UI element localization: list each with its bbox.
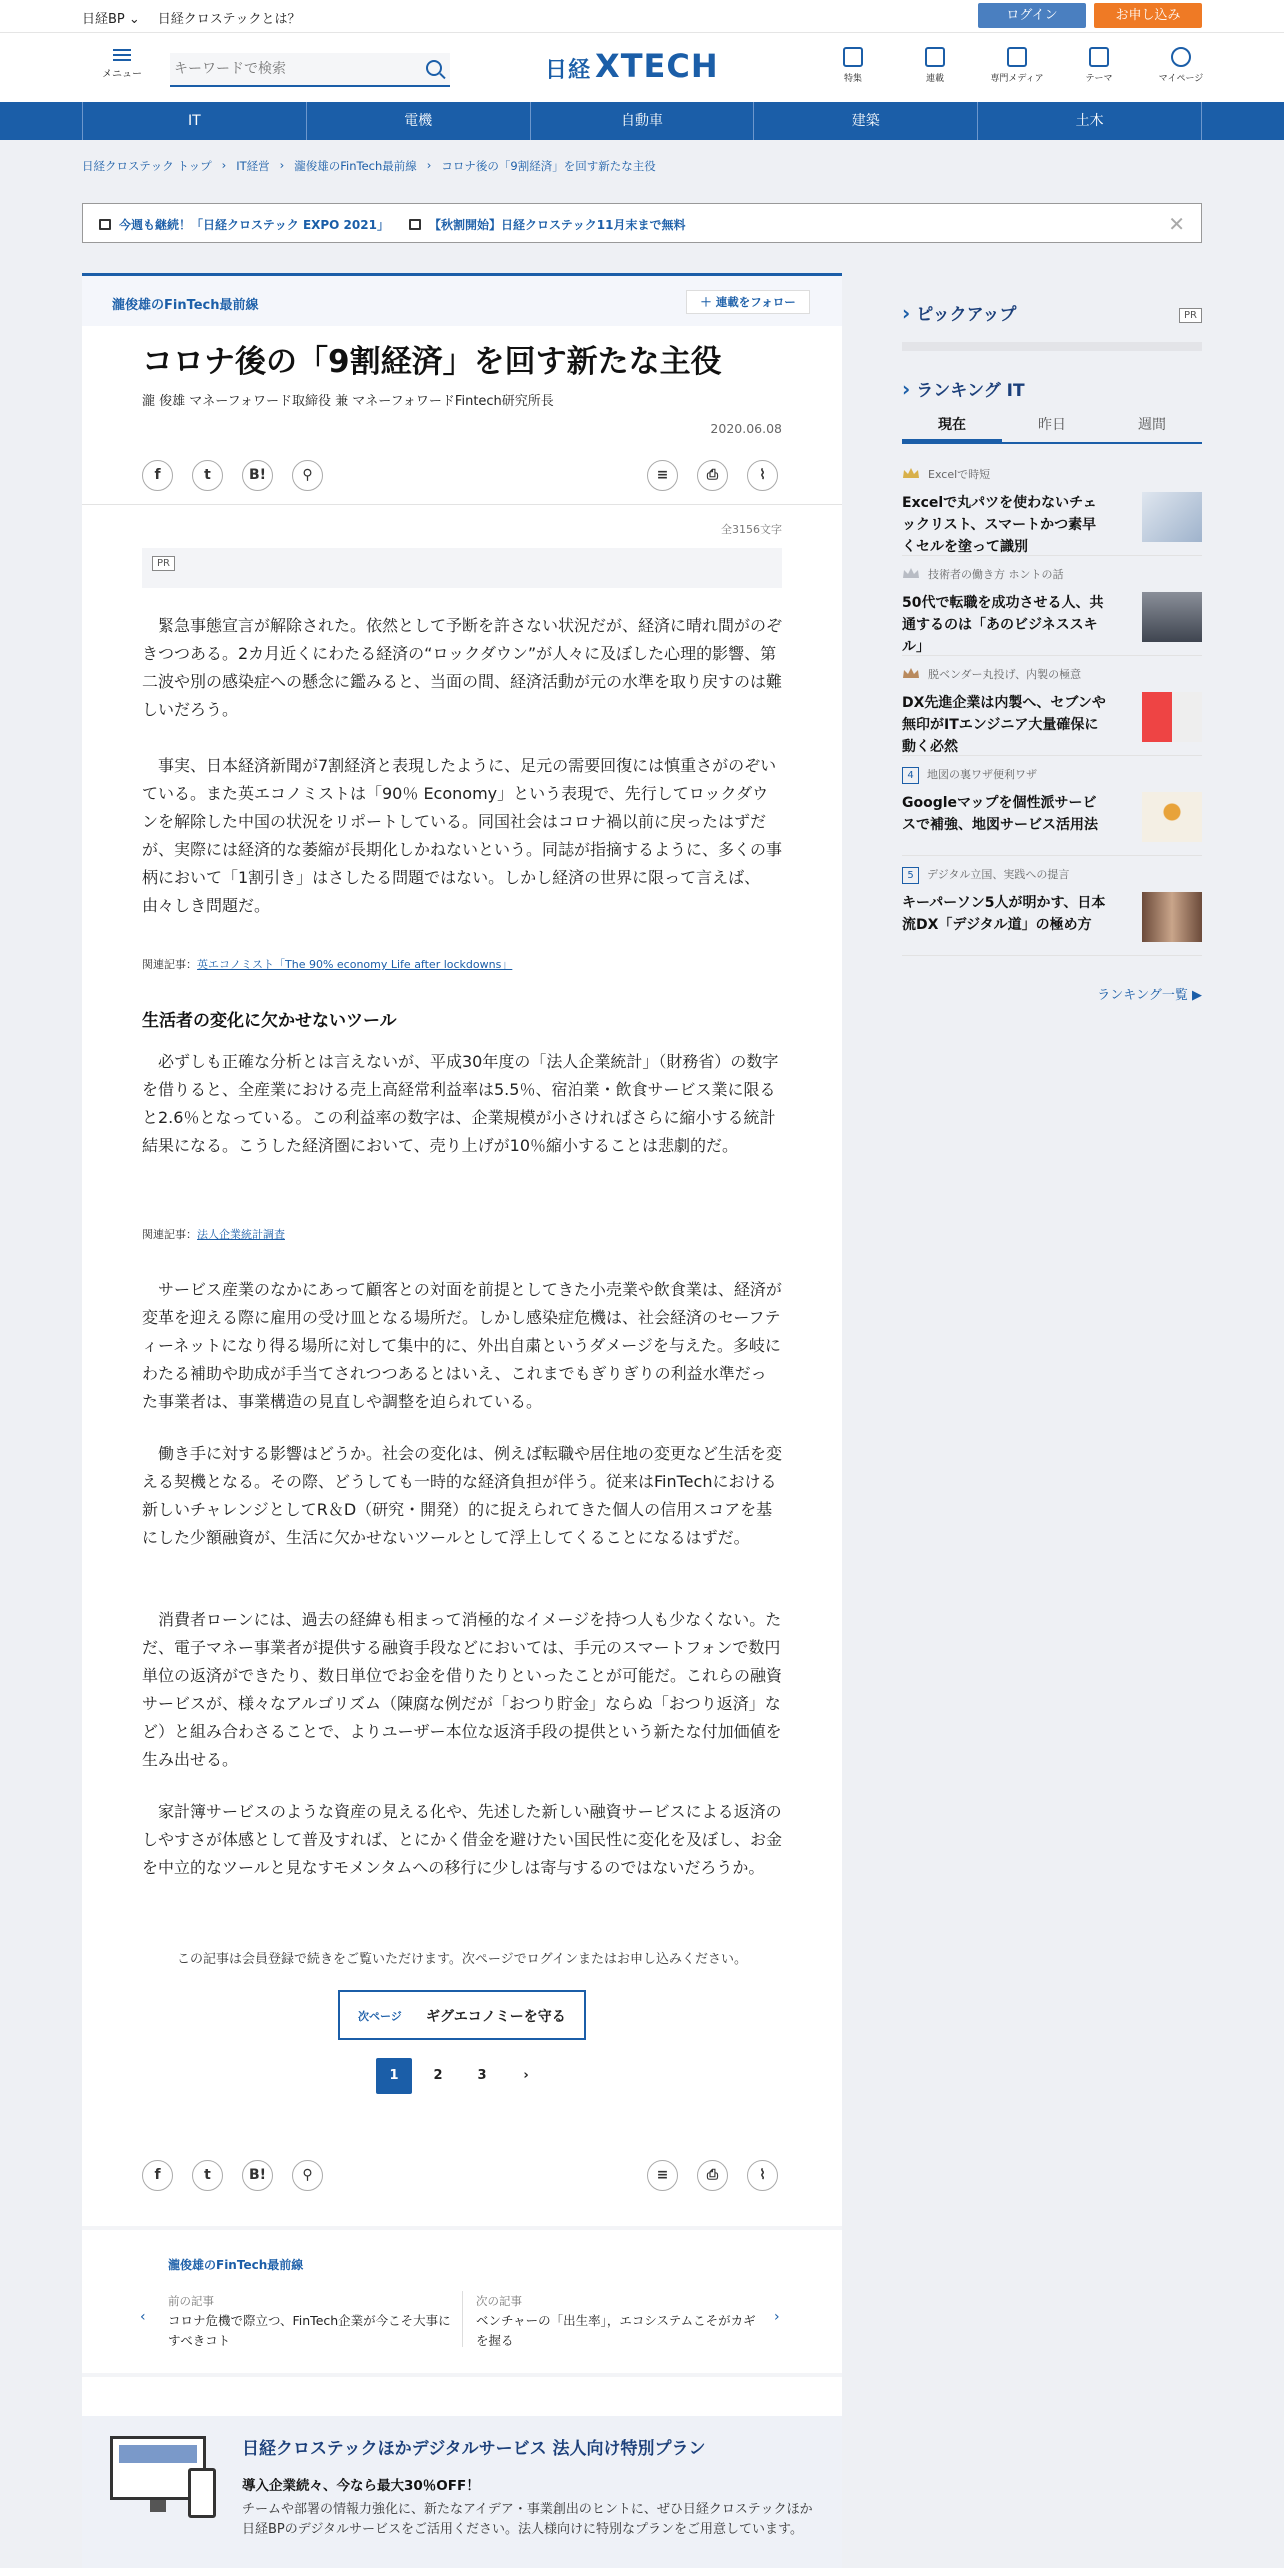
hatena-icon[interactable]: B! xyxy=(242,2160,273,2191)
nav-feature[interactable] xyxy=(812,47,894,84)
next-article-link[interactable] xyxy=(476,2291,766,2351)
cat-automotive[interactable]: 自動車 xyxy=(530,102,754,140)
nav-series[interactable] xyxy=(894,47,976,84)
ranking-title: Excelで丸パツを使わないチェックリスト、スマートかつ素早くセルを塗って識別 xyxy=(902,495,1097,555)
share-bar-bottom xyxy=(142,2160,782,2194)
user-icon xyxy=(1171,47,1191,67)
theme-icon xyxy=(1089,47,1109,67)
tab-now[interactable]: 現在 xyxy=(902,408,1002,442)
series-footer-name[interactable]: 瀧俊雄のFinTech最前線 xyxy=(168,2258,304,2272)
top-strip xyxy=(0,0,1284,32)
cat-architecture[interactable]: 建築 xyxy=(753,102,977,140)
logo-main: XTECH xyxy=(595,47,719,85)
chevron-right-icon: › xyxy=(279,158,285,172)
next-article-title: ベンチャーの「出生率」，エコシステムこそがカギを握る xyxy=(476,2313,756,2348)
paragraph: サービス産業のなかにあって顧客との対面を前提としてきた小売業や飲食業は、経済が変革を迎える際に雇用の受け皿となる場所だ。しかし感染症危機は、社会経済のセーフティーネットになり得る場所に対して集中的に、外出自粛というダメージを与えた。多岐にわたる補助や助成が手当てされつつあるとはいえ、これまでもぎりぎりの利益水準だった事業者は、事業構造の見直しや調整を迫られている。 xyxy=(142,1280,782,1411)
pickup-heading: › ピックアップ xyxy=(902,300,1016,325)
about-link[interactable]: 日経クロステックとは？ xyxy=(157,12,301,27)
close-icon[interactable]: ✕ xyxy=(1168,212,1185,236)
member-note: この記事は会員登録で続きをご覧いただけます。次ページでログインまたはお申し込みください。 xyxy=(176,1952,748,1967)
search-box xyxy=(170,53,450,87)
next-page-button[interactable] xyxy=(338,1990,586,2040)
ranking-tag xyxy=(902,466,990,482)
plan-title[interactable]: 日経クロステックほかデジタルサービス 法人向け特別プラン xyxy=(242,2439,706,2459)
ranking-thumbnail xyxy=(1142,892,1202,942)
paragraph: 緊急事態宣言が解除された。依然として予断を許さない状況だが、経済に晴れ間がのぞきつつある。2カ月近くにわたる経済の“ロックダウン”が人々に及ぼした心理的影響、第二波や別の感染症への懸念に鑑みると、当面の間、経済活動が元の水準を取り戻すのは難しいだろう。 xyxy=(142,616,783,719)
section-heading: 生活者の変化に欠かせないツール xyxy=(142,1011,397,1031)
corporate-plan-promo[interactable] xyxy=(82,2416,842,2568)
flag-icon xyxy=(409,219,421,230)
char-count: 全3156文字 xyxy=(721,523,782,536)
paragraph: 家計簿サービスのような資産の見える化や、先述した新しい融資サービスによる返済のしやすさが体感として普及すれば、とにかく借金を避けたい国民性に変化を及ぼし、お金を中立的なツールと見なすモメンタムへの移行に少しは寄与するのではないだろうか。 xyxy=(142,1802,783,1877)
related-link-stats[interactable]: 法人企業統計調査 xyxy=(197,1228,285,1241)
ranking-thumbnail xyxy=(1142,592,1202,642)
series-icon xyxy=(925,47,945,67)
prev-article-link[interactable] xyxy=(168,2291,458,2351)
next-article-label: 次の記事 xyxy=(476,2294,522,2308)
notice-item-expo[interactable] xyxy=(99,216,389,233)
tab-weekly[interactable]: 週間 xyxy=(1138,417,1166,433)
ranking-title: 50代で転職を成功させる人、共通するのは「あのビジネススキル」 xyxy=(902,595,1104,655)
paragraph: 必ずしも正確な分析とは言えないが、平成30年度の「法人企業統計」（財務省）の数字を借りると、全産業における売上高経常利益率は5.5％、宿泊業・飲食サービス業に限ると2.6％となっている。この利益率の数字は、企業規模が小さければさらに縮小する統計結果になる。こうした経済圏において、売り上げが10％縮小することは悲劇的だ。 xyxy=(142,1052,779,1155)
nav-theme[interactable] xyxy=(1058,47,1140,84)
ranking-thumbnail xyxy=(1142,692,1202,742)
pr-label: PR xyxy=(1179,308,1202,323)
chevron-right-icon: › xyxy=(221,158,227,172)
ranking-tag xyxy=(902,766,1037,784)
category-nav xyxy=(0,102,1284,140)
pr-label: PR xyxy=(152,556,175,571)
prev-article-title: コロナ危機で際立つ、FinTech企業が今こそ大事にすべきコト xyxy=(168,2313,451,2348)
login-button[interactable]: ログイン xyxy=(978,3,1086,28)
plan-body: チームや部署の情報力強化に、新たなアイデア・事業創出のヒントに、ぜひ日経クロステックほか日経BPのデジタルサービスをご活用ください。法人様向けに特別なプランをご用意しています。 xyxy=(242,2502,813,2537)
next-page-title: ギグエコノミーを守る xyxy=(426,2009,566,2025)
ranking-tag-text: 脱ベンダー丸投げ、内製の極意 xyxy=(928,668,1082,681)
feature-icon xyxy=(843,47,863,67)
ranking-thumbnail xyxy=(1142,492,1202,542)
notice-banner xyxy=(82,203,1202,243)
page-1[interactable]: 1 xyxy=(376,2058,412,2094)
nikkeibp-link[interactable]: 日経BP ⌄ xyxy=(82,12,140,27)
page-next-icon[interactable]: › xyxy=(523,2068,529,2083)
nav-mypage-label: マイページ xyxy=(1158,74,1204,84)
related-label: 関連記事： xyxy=(142,1228,197,1241)
site-logo[interactable] xyxy=(545,47,719,85)
article xyxy=(82,273,842,2568)
top-links xyxy=(82,8,301,27)
ranking-more-link[interactable]: ランキング一覧 ▶ xyxy=(1097,988,1202,1003)
notice-expo-text: 今週も継続！「日経クロステック EXPO 2021」 xyxy=(119,218,389,232)
page-3[interactable]: 3 xyxy=(477,2068,487,2083)
apply-button[interactable]: お申し込み xyxy=(1094,3,1202,28)
related-article-2 xyxy=(142,1226,285,1242)
ranking-item[interactable] xyxy=(902,466,1202,556)
chevron-right-icon[interactable]: › xyxy=(774,2309,780,2325)
ranking-tabs xyxy=(902,408,1202,444)
comment-icon[interactable]: ≡ xyxy=(647,2160,678,2191)
paragraph: 消費者ローンには、過去の経緯も相まって消極的なイメージを持つ人も少なくない。ただ、電子マネー事業者が提供する融資手段などにおいては、手元のスマートフォンで数円単位の返済ができたり、数日単位でお金を借りたりといったことが可能だ。これらの融資サービスが、様々なアルゴリズム（陳腐な例だが「おつり貯金」ならぬ「おつり返済」など）と組み合わさることで、よりユーザー本位な返済手段の提供という新たな付加価値を生み出せる。 xyxy=(142,1610,783,1769)
ranking-title: Googleマップを個性派サービスで補強、地図サービス活用法 xyxy=(902,795,1098,833)
notice-free-text: 【秋割開始】日経クロステック11月末まで無料 xyxy=(429,218,686,232)
crown-gold-icon xyxy=(902,467,920,479)
crown-bronze-icon xyxy=(902,667,920,679)
cat-civil[interactable]: 土木 xyxy=(977,102,1202,140)
ranking-tag-text: Excelで時短 xyxy=(928,468,991,481)
media-icon xyxy=(1007,47,1027,67)
site-header xyxy=(0,32,1284,102)
link-icon[interactable]: ⚲ xyxy=(292,2160,323,2191)
ranking-tag xyxy=(902,566,1064,582)
ranking-title: DX先進企業は内製へ、セブンや無印がITエンジニア大量確保に動く必然 xyxy=(902,695,1106,755)
nav-series-label: 連載 xyxy=(925,74,944,84)
article-title: コロナ後の「9割経済」を回す新たな主役 xyxy=(142,344,722,380)
ranking-heading: › ランキング IT xyxy=(902,376,1025,401)
pr-box xyxy=(142,548,782,588)
ranking-tag-text: デジタル立国、実践への提言 xyxy=(927,868,1070,881)
header-nav xyxy=(812,47,1222,84)
ranking-tag-text: 技術者の働き方 ホントの話 xyxy=(928,568,1064,581)
search-input[interactable] xyxy=(170,53,400,85)
plan-subtitle: 導入企業続々、今なら最大30％OFF！ xyxy=(242,2478,480,2494)
chevron-right-icon: › xyxy=(426,158,432,172)
crown-silver-icon xyxy=(902,567,920,579)
flag-icon xyxy=(99,219,111,230)
facebook-icon[interactable]: f xyxy=(142,2160,173,2191)
clip-icon[interactable]: ⌇ xyxy=(747,460,778,491)
ranking-thumbnail xyxy=(1142,792,1202,842)
tab-yesterday[interactable]: 昨日 xyxy=(1038,417,1066,433)
series-name[interactable]: 瀧俊雄のFinTech最前線 xyxy=(112,298,259,313)
chevron-left-icon[interactable]: ‹ xyxy=(140,2309,146,2325)
menu-label: メニュー xyxy=(102,69,142,80)
article-author: 瀧 俊雄 マネーフォワード取締役 兼 マネーフォワードFintech研究所長 xyxy=(142,394,554,409)
twitter-icon[interactable]: t xyxy=(192,460,223,491)
twitter-icon[interactable]: t xyxy=(192,2160,223,2191)
rank-number: 5 xyxy=(902,867,919,884)
rank-number: 4 xyxy=(902,767,919,784)
ranking-tag xyxy=(902,866,1069,884)
series-bar xyxy=(82,276,842,326)
divider xyxy=(82,2373,842,2377)
follow-series-button[interactable]: ＋ 連載をフォロー xyxy=(686,290,810,314)
cat-it[interactable]: IT xyxy=(82,102,306,140)
related-label: 関連記事： xyxy=(142,958,197,971)
share-bar-top xyxy=(142,460,782,494)
print-icon[interactable]: ⎙ xyxy=(697,2160,728,2191)
monitor-stand xyxy=(150,2500,166,2512)
prev-article-label: 前の記事 xyxy=(168,2294,214,2308)
ranking-item[interactable] xyxy=(902,666,1202,756)
ranking-item[interactable] xyxy=(902,866,1202,956)
breadcrumb-it[interactable]: IT経営 xyxy=(236,159,270,173)
nav-mypage[interactable] xyxy=(1140,47,1222,84)
notice-item-free[interactable] xyxy=(409,216,685,233)
divider xyxy=(82,504,842,505)
nav-feature-label: 特集 xyxy=(843,74,862,84)
search-icon[interactable] xyxy=(426,60,442,76)
article-date: 2020.06.08 xyxy=(710,421,782,436)
ranking-item[interactable] xyxy=(902,566,1202,656)
next-page-label: 次ページ xyxy=(358,2010,402,2023)
related-link-economist[interactable]: 英エコノミスト「The 90% economy Life after lockdowns」 xyxy=(197,958,513,971)
page-2[interactable]: 2 xyxy=(433,2068,443,2083)
devices-illustration xyxy=(110,2436,220,2536)
breadcrumb-top[interactable]: 日経クロステック トップ xyxy=(82,159,212,173)
ranking-title: キーパーソン5人が明かす、日本流DX「デジタル道」の極め方 xyxy=(902,895,1106,933)
nav-media-label: 専門メディア xyxy=(990,74,1044,84)
divider xyxy=(462,2291,463,2347)
ranking-item[interactable] xyxy=(902,766,1202,856)
hamburger-icon xyxy=(113,49,131,61)
paragraph: 事実、日本経済新聞が7割経済と表現したように、足元の需要回復には慎重さがのぞいている。また英エコノミストは「90％ Economy」という表現で、先行してロックダウンを解除した中国の状況をリポートしている。同国社会はコロナ禍以前に戻ったはずだが、実際には経済的な萎縮が長期化しかねないという。同誌が指摘するように、多くの事柄において「1割引き」はさしたる問題ではない。しかし経済の世界に限って言えば、由々しき問題だ。 xyxy=(142,756,783,915)
breadcrumb-current[interactable]: コロナ後の「9割経済」を回す新たな主役 xyxy=(441,159,656,173)
related-article-1 xyxy=(142,956,512,972)
breadcrumb-series[interactable]: 瀧俊雄のFinTech最前線 xyxy=(294,159,417,173)
link-icon[interactable]: ⚲ xyxy=(292,460,323,491)
nav-media[interactable] xyxy=(976,47,1058,84)
facebook-icon[interactable]: f xyxy=(142,460,173,491)
divider xyxy=(82,2226,842,2230)
pagination xyxy=(376,2058,544,2094)
phone-icon xyxy=(188,2468,216,2518)
logo-prefix: 日経 xyxy=(545,58,592,83)
comment-icon[interactable]: ≡ xyxy=(647,460,678,491)
clip-icon[interactable]: ⌇ xyxy=(747,2160,778,2191)
breadcrumb xyxy=(82,158,656,174)
pickup-placeholder xyxy=(902,342,1202,351)
ranking-tag-text: 地図の裏ワザ便利ワザ xyxy=(927,768,1037,781)
nav-theme-label: テーマ xyxy=(1085,74,1113,84)
ranking-tag xyxy=(902,666,1081,682)
hatena-icon[interactable]: B! xyxy=(242,460,273,491)
menu-button[interactable] xyxy=(100,49,144,80)
cat-electronics[interactable]: 電機 xyxy=(306,102,530,140)
paragraph: 働き手に対する影響はどうか。社会の変化は、例えば転職や居住地の変更など生活を変える契機となる。その際、どうしても一時的な経済負担が伴う。従来はFinTechにおける新しいチャレンジとしてR＆D（研究・開発）的に捉えられてきた個人の信用スコアを基にした少額融資が、生活に欠かせないツールとして浮上してくることになるはずだ。 xyxy=(142,1444,783,1547)
print-icon[interactable]: ⎙ xyxy=(697,460,728,491)
